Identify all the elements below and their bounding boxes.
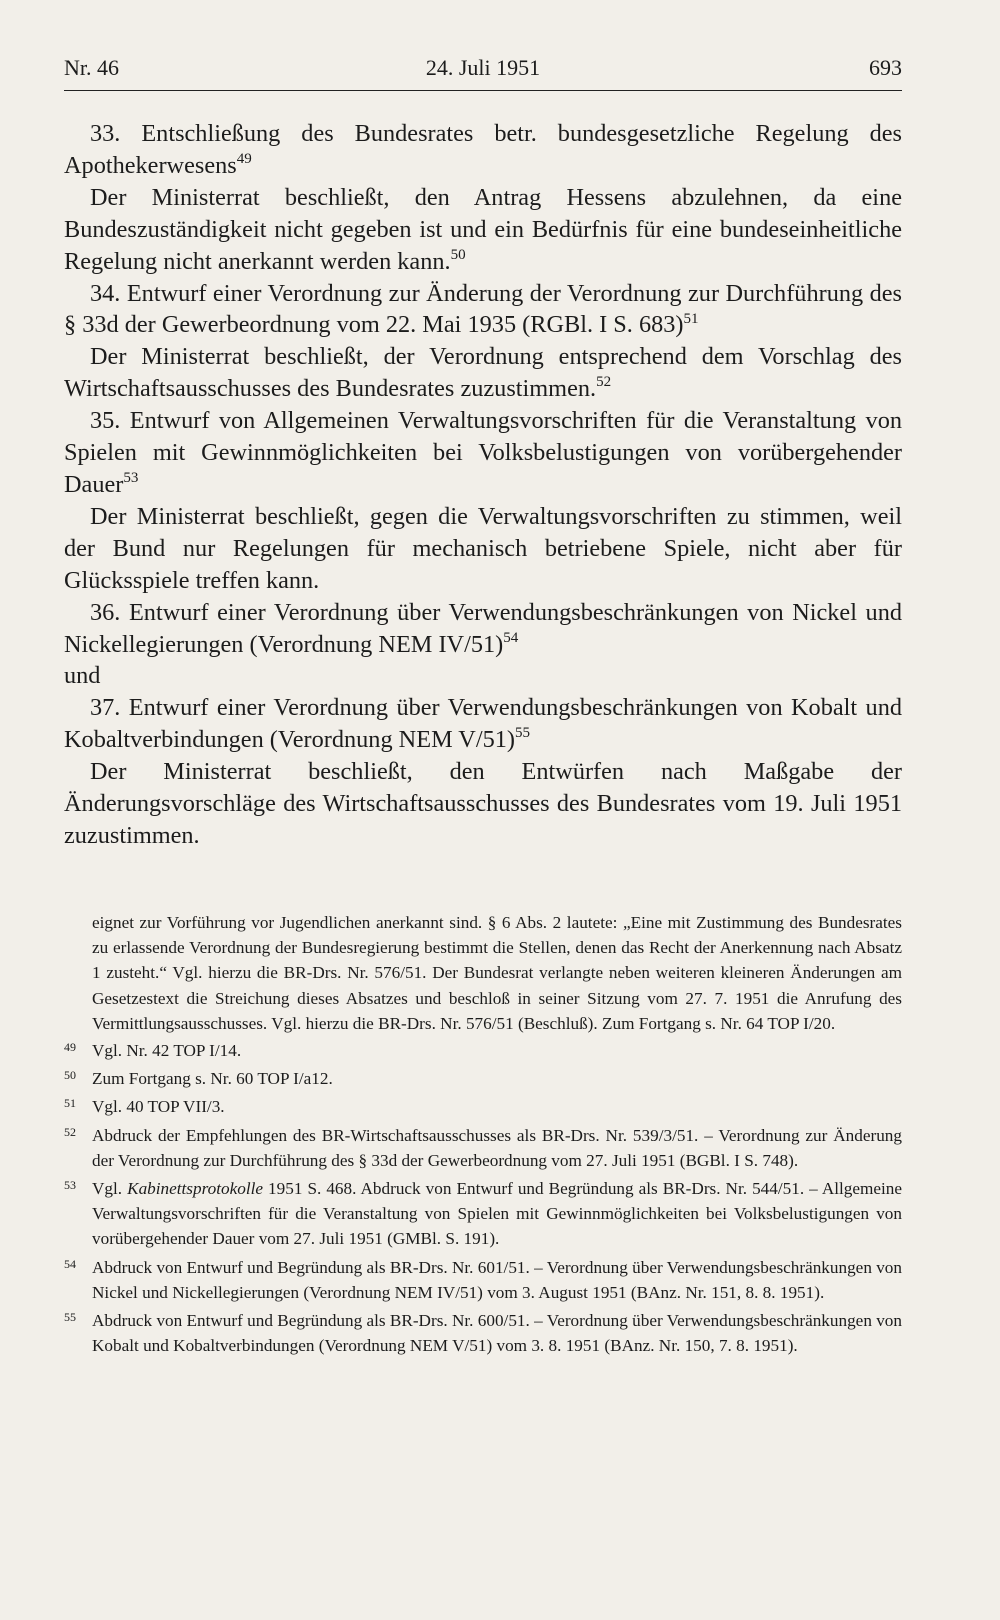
agenda-item-35: 35. Entwurf von Allgemeinen Verwaltungsvorschriften für die Veranstaltung von Spielen mit Gewinnmöglichkeiten bei Volksbelustigungen von vorübergehender Dauer$^{53}$ (64, 407, 902, 498)
footnote-text: Abdruck von Entwurf und Begründung als BR-Drs. Nr. 601/51. – Verordnung über Verwendungsbeschränkungen von Nickel und Nickellegierungen (Verordnung NEM IV/51) vom 3. August 1951 (BAnz. Nr. 151, 8. 8. 1951). (92, 1257, 902, 1302)
footnote-number: 51 (64, 1096, 76, 1111)
footnote-ref-55: 55 (515, 725, 531, 742)
footnote-ref-50: 50 (450, 246, 466, 263)
agenda-item-33: 33. Entschließung des Bundesrates betr. bundesgesetzliche Regelung des Apothekerwesens$^{49}$ (64, 120, 902, 179)
footnote-text: Vgl. 40 TOP VII/3. (92, 1097, 225, 1117)
main-text (64, 118, 902, 852)
header-rule (64, 90, 902, 91)
decision-34: Der Ministerrat beschließt, der Verordnung entsprechend dem Vorschlag des Wirtschaftsausschusses des Bundesrates zuzustimmen.$^{52}$ (64, 343, 902, 403)
footnote-53 (64, 1176, 902, 1252)
running-header (64, 50, 902, 86)
footnote-51 (64, 1094, 902, 1119)
agenda-item-37: 37. Entwurf einer Verordnung über Verwendungsbeschränkungen von Kobalt und Kobaltverbindungen (Verordnung NEM V/51)$^{55}$ (64, 694, 902, 754)
footnote-text: Vgl. Nr. 42 TOP I/14. (92, 1041, 242, 1061)
decision-35: Der Ministerrat beschließt, gegen die Verwaltungsvorschriften zu stimmen, weil der Bund nur Regelungen für mechanisch betriebene Spiele, nicht aber für Glücksspiele treffen kann. (64, 502, 902, 594)
footnote-number: 53 (64, 1178, 76, 1193)
footnote-ref-49: 49 (236, 151, 252, 168)
footnote-text: Abdruck der Empfehlungen des BR-Wirtschaftsausschusses als BR-Drs. Nr. 539/3/51. – Verordnung zur Änderung der Verordnung zur Durchführung des § 33d der Gewerbeordnung vom 27. Juli 1951 (BGBl. I S. 748). (92, 1125, 902, 1170)
footnote-text: Zum Fortgang s. Nr. 60 TOP I/a12. (92, 1069, 333, 1089)
conjunction-und: und (64, 662, 101, 690)
footnote-49 (64, 1038, 902, 1063)
footnote-text: 1951 S. 468. Abdruck von Entwurf und Begründung als BR-Drs. Nr. 544/51. – Allgemeine Verwaltungsvorschriften für die Veranstaltung von Spielen mit Gewinnmöglichkeiten bei Volksbelustigungen von vorübergehender Dauer vom 27. Juli 1951 (GMBl. S. 191). (92, 1179, 902, 1249)
page-number: 693 (869, 55, 902, 80)
footnote-number: 49 (64, 1040, 76, 1055)
footnote-ref-51: 51 (683, 310, 699, 327)
agenda-item-36: 36. Entwurf einer Verordnung über Verwendungsbeschränkungen von Nickel und Nickellegierungen (Verordnung NEM IV/51)$^{54}$ (64, 598, 902, 658)
footnote-ref-54: 54 (503, 629, 519, 646)
footnote-54 (64, 1255, 902, 1305)
footnote-number: 52 (64, 1124, 76, 1139)
footnote-55 (64, 1308, 902, 1358)
decision-33: Der Ministerrat beschließt, den Antrag Hessens abzulehnen, da eine Bundeszuständigkeit nicht gegeben ist und ein Bedürfnis für eine bundeseinheitliche Regelung nicht anerkannt werden kann.$^{50}$ (64, 183, 902, 275)
footnotes (64, 910, 902, 1361)
footnote-number: 55 (64, 1310, 76, 1325)
decision-36-37: Der Ministerrat beschließt, den Entwürfen nach Maßgabe der Änderungsvorschläge des Wirtschaftsausschusses des Bundesrates vom 19. Juli 1951 zuzustimmen. (64, 758, 902, 849)
footnote-text: Abdruck von Entwurf und Begründung als BR-Drs. Nr. 600/51. – Verordnung über Verwendungsbeschränkungen von Kobalt und Kobaltverbindungen (Verordnung NEM V/51) vom 3. 8. 1951 (BAnz. Nr. 150, 7. 8. 1951). (92, 1311, 902, 1356)
footnote-ref-53: 53 (123, 470, 139, 487)
footnote-number: 50 (64, 1068, 76, 1083)
footnote-text-pre: Vgl. (92, 1179, 128, 1199)
footnote-52 (64, 1123, 902, 1173)
footnote-italic-title: Kabinettsprotokolle (127, 1179, 264, 1199)
footnote-50 (64, 1066, 902, 1091)
footnote-number: 54 (64, 1256, 76, 1271)
header-date: 24. Juli 1951 (425, 55, 541, 80)
footnote-ref-52: 52 (596, 374, 612, 391)
issue-number: Nr. 46 (64, 55, 119, 80)
agenda-item-34: 34. Entwurf einer Verordnung zur Änderung der Verordnung zur Durchführung des § 33d der Gewerbeordnung vom 22. Mai 1935 (RGBl. I S. 683)$^{51}$ (64, 279, 902, 339)
footnote-continuation: eignet zur Vorführung vor Jugendlichen anerkannt sind. § 6 Abs. 2 lautete: „Eine mit Zustimmung des Bundesrates zu erlassende Verordnung der Bundesregierung bestimmt die Stellen, denen das Recht der Anerkennung nach Absatz 1 zusteht.“ Vgl. hierzu die BR-Drs. Nr. 576/51. Der Bundesrat verlangte neben weiteren kleineren Änderungen am Gesetzestext die Streichung dieses Absatzes und beschloß in seiner Sitzung vom 27. 7. 1951 die Anrufung des Vermittlungsausschusses. Vgl. hierzu die BR-Drs. Nr. 576/51 (Beschluß). Zum Fortgang s. Nr. 64 TOP I/20. (92, 913, 902, 1033)
